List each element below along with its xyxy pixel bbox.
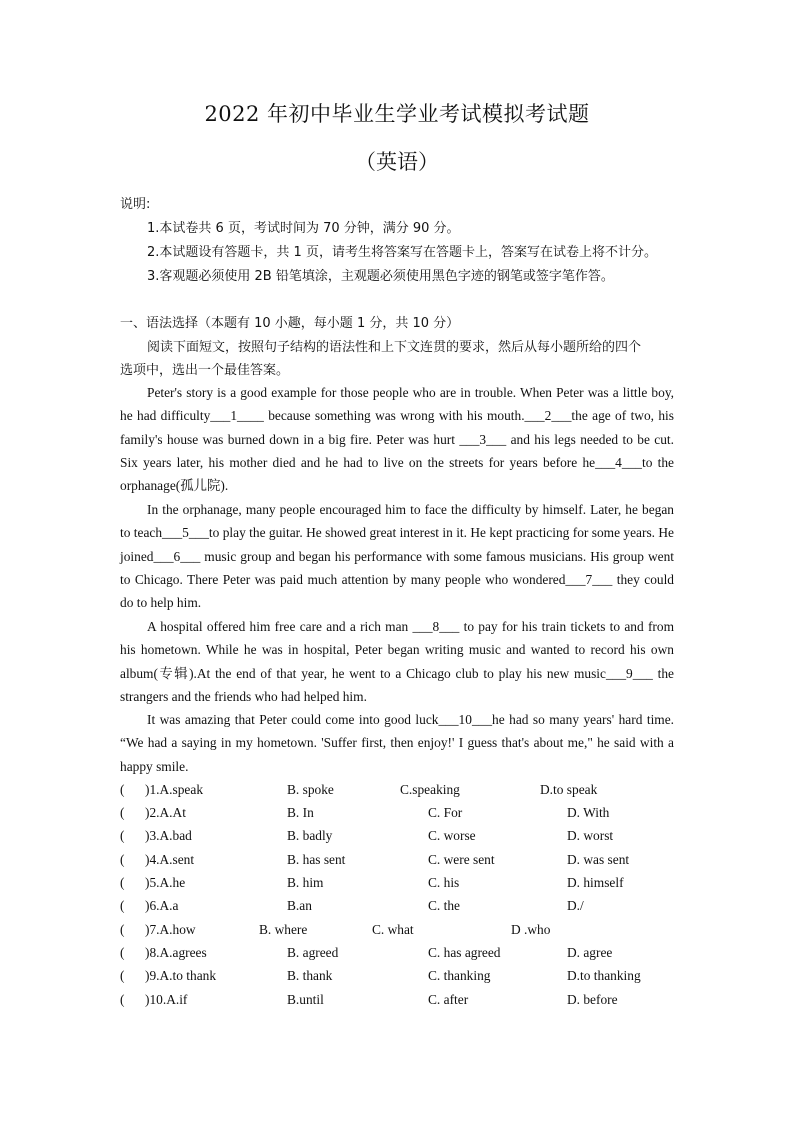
answer-bracket[interactable]: ( <box>120 782 125 797</box>
option-d: D. worst <box>567 828 614 843</box>
option-b: B. agreed <box>287 945 339 960</box>
option-b: B.until <box>287 992 324 1007</box>
option-b: B. thank <box>287 968 333 983</box>
answer-bracket[interactable]: ( <box>120 828 125 843</box>
option-b: B. badly <box>287 828 333 843</box>
option-a: )10.A.if <box>145 992 188 1007</box>
option-a: )1.A.speak <box>145 782 204 797</box>
option-a: )7.A.how <box>145 922 196 937</box>
option-c: C. the <box>428 898 460 913</box>
question-row <box>120 898 680 918</box>
question-row <box>120 968 680 988</box>
exam-title: 2022 年初中毕业生学业考试模拟考试题 <box>204 102 590 126</box>
passage-paragraph: In the orphanage, many people encouraged him to face the difficulty by himself. Later, he began to teach___5___to play the guitar. He showed great interest in it. He kept practicing for some years. He joined___6___ music group and began his performance with some famous musicians. His group went to Chicago. There Peter was paid much attention by many people who wondered___7___ they could do to help him. <box>120 502 674 611</box>
option-d: D.to speak <box>540 782 598 797</box>
question-row <box>120 805 680 825</box>
answer-bracket[interactable]: ( <box>120 805 125 820</box>
question-row <box>120 875 680 895</box>
option-a: )4.A.sent <box>145 852 195 867</box>
option-c: C. what <box>372 922 414 937</box>
option-c: C. For <box>428 805 463 820</box>
question-row <box>120 782 680 802</box>
option-b: B. where <box>259 922 308 937</box>
option-c: C. has agreed <box>428 945 501 960</box>
option-d: D./ <box>567 898 584 913</box>
instruction-item: 2.本试题设有答题卡，共 1 页，请考生将答案写在答题卡上，答案写在试卷上将不计分。 <box>147 245 657 260</box>
answer-bracket[interactable]: ( <box>120 852 125 867</box>
question-row <box>120 828 680 848</box>
answer-bracket[interactable]: ( <box>120 922 125 937</box>
option-d: D.to thanking <box>567 968 641 983</box>
option-c: C. after <box>428 992 469 1007</box>
instruction-item: 3.客观题必须使用 2B 铅笔填涂，主观题必须使用黑色字迹的钢笔或签字笔作答。 <box>147 269 614 284</box>
option-b: B. him <box>287 875 324 890</box>
option-d: D. himself <box>567 875 624 890</box>
answer-bracket[interactable]: ( <box>120 945 125 960</box>
option-b: B. spoke <box>287 782 334 797</box>
option-a: )2.A.At <box>145 805 186 820</box>
option-d: D. agree <box>567 945 613 960</box>
answer-bracket[interactable]: ( <box>120 875 125 890</box>
option-c: C. his <box>428 875 460 890</box>
option-a: )9.A.to thank <box>145 968 217 983</box>
option-b: B.an <box>287 898 312 913</box>
instruction-item: 1.本试卷共 6 页，考试时间为 70 分钟，满分 90 分。 <box>147 221 460 236</box>
option-d: D. before <box>567 992 618 1007</box>
answer-bracket[interactable]: ( <box>120 992 125 1007</box>
option-a: )8.A.agrees <box>145 945 207 960</box>
question-row <box>120 992 680 1012</box>
answer-bracket[interactable]: ( <box>120 898 125 913</box>
option-d: D. was sent <box>567 852 630 867</box>
option-c: C. thanking <box>428 968 491 983</box>
section-heading: 一、语法选择（本题有 10 小趣，每小题 1 分，共 10 分） <box>120 316 460 331</box>
option-b: B. In <box>287 805 314 820</box>
section-directions: 阅读下面短文，按照句子结构的语法性和上下文连贯的要求，然后从每小题所给的四个 <box>147 340 642 355</box>
question-row <box>120 852 680 872</box>
section-directions: 选项中，选出一个最佳答案。 <box>120 363 290 378</box>
answer-bracket[interactable]: ( <box>120 968 125 983</box>
exam-subject: （英语） <box>355 150 439 174</box>
question-row <box>120 922 680 942</box>
option-b: B. has sent <box>287 852 346 867</box>
option-c: C. were sent <box>428 852 495 867</box>
option-c: C. worse <box>428 828 476 843</box>
passage-paragraph: A hospital offered him free care and a rich man ___8___ to pay for his train tickets to and from his hometown. While he was in hospital, Peter began writing music and wanted to record his own album(专辑).At the end of that year, he went to a Chicago club to play his new music___9___ the strangers and the friends who had helped him. <box>120 619 674 704</box>
passage-paragraph: It was amazing that Peter could come into good luck___10___he had so many years' hard time. “We had a saying in my hometown. 'Suffer first, then enjoy!' I guess that's about me," he said with a happy smile. <box>120 712 674 774</box>
question-row <box>120 945 680 965</box>
option-d: D .who <box>511 922 551 937</box>
option-a: )5.A.he <box>145 875 186 890</box>
option-a: )3.A.bad <box>145 828 192 843</box>
option-a: )6.A.a <box>145 898 179 913</box>
instructions-label: 说明: <box>120 197 151 212</box>
option-c: C.speaking <box>400 782 460 797</box>
option-d: D. With <box>567 805 610 820</box>
passage-paragraph: Peter's story is a good example for those people who are in trouble. When Peter was a little boy, he had difficulty___1____ because something was wrong with his mouth.___2___the age of two, his family's house was burned down in a big fire. Peter was hurt ___3___ and his legs needed to be cut. Six years later, his mother died and he had to live on the streets for years before he___4___to the orphanage(孤儿院). <box>120 385 674 494</box>
